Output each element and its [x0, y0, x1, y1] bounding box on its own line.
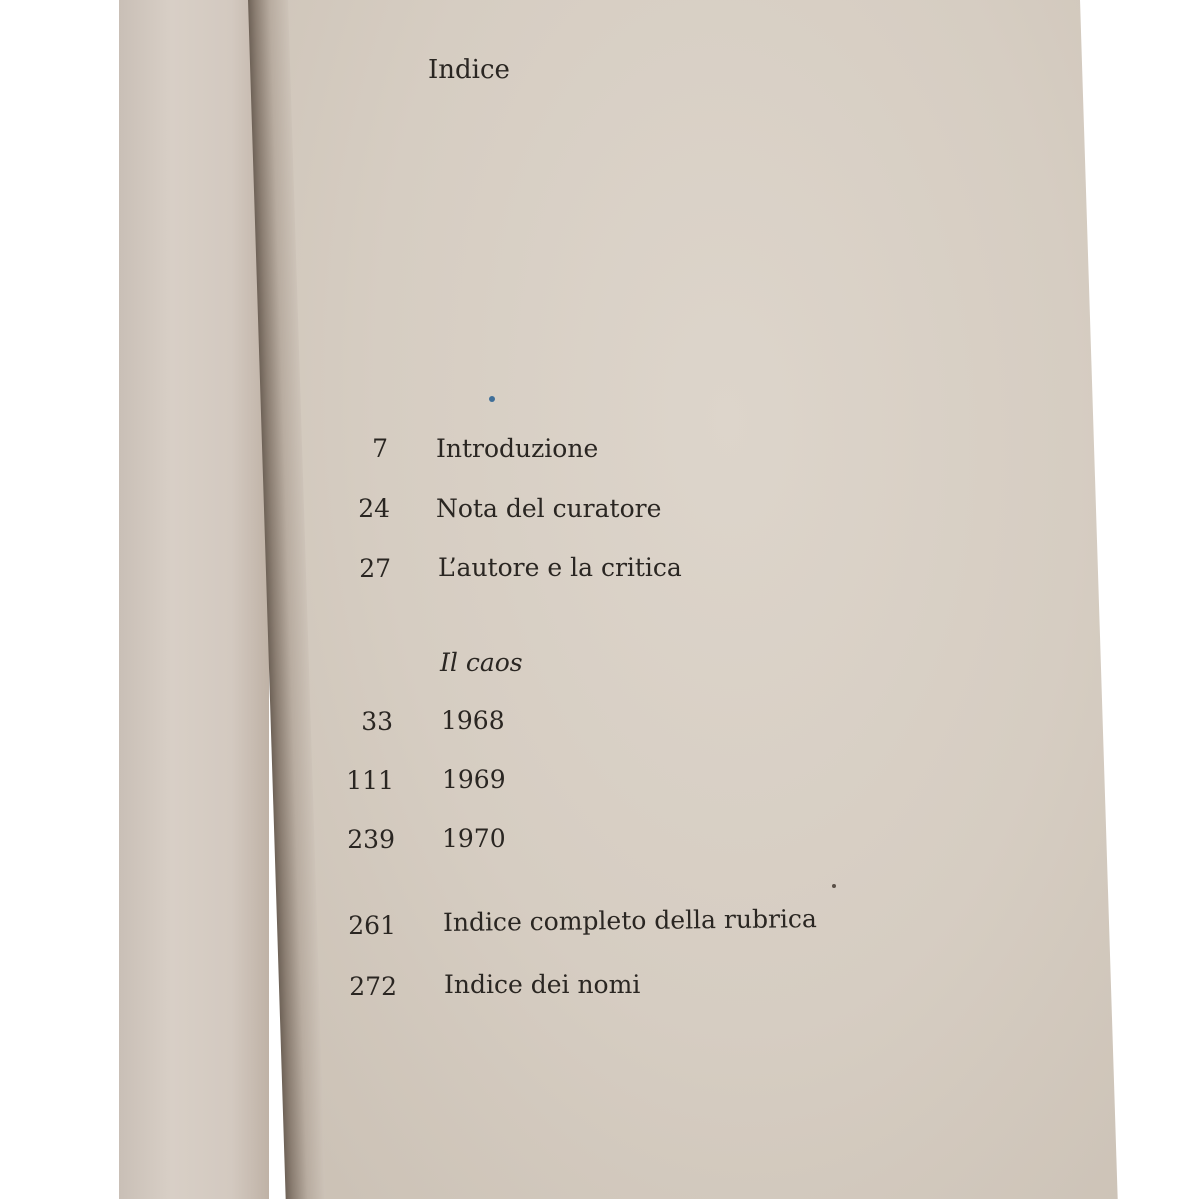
toc-entry-label: 1968 — [441, 706, 505, 735]
section-heading: Il caos — [440, 648, 523, 677]
toc-page-number: 33 — [361, 707, 393, 736]
toc-entry-label: Nota del curatore — [436, 494, 662, 523]
toc-page-number: 261 — [348, 911, 396, 940]
toc-page-number: 7 — [372, 434, 388, 463]
toc-page-number: 239 — [347, 825, 395, 854]
toc-entry-label: Indice dei nomi — [444, 970, 641, 999]
toc-entry-label: Introduzione — [436, 434, 599, 463]
ink-speck — [489, 396, 495, 402]
toc-page-number: 27 — [359, 554, 391, 583]
dust-speck — [832, 884, 836, 888]
toc-page-number: 111 — [346, 766, 394, 795]
right-page — [268, 0, 1118, 1199]
toc-page-number: 24 — [358, 494, 390, 523]
toc-entry-label: 1969 — [442, 765, 506, 794]
page-title: Indice — [428, 55, 510, 85]
toc-entry-label: 1970 — [442, 824, 506, 853]
toc-page-number: 272 — [349, 972, 397, 1001]
toc-entry-label: Indice completo della rubrica — [442, 904, 818, 937]
toc-entry-label: L’autore e la critica — [438, 553, 682, 582]
left-page — [119, 0, 269, 1199]
